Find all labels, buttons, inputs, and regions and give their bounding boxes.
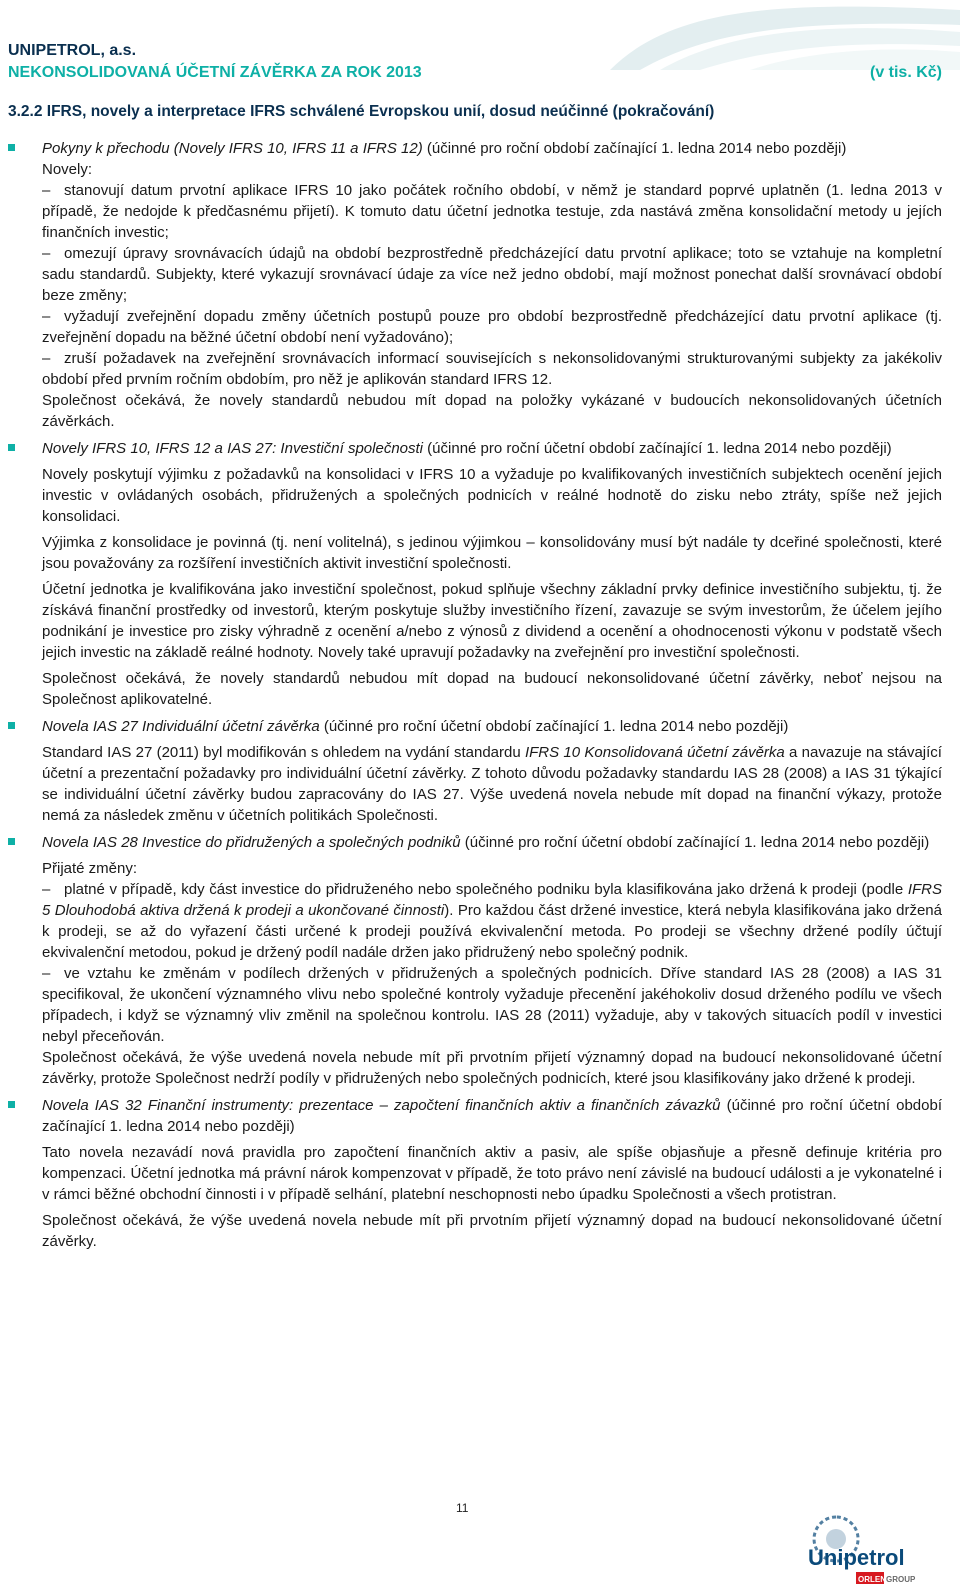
paragraph: Společnost očekává, že novely standardů nebudou mít dopad na položky vykázané v budoucích nekonsolidovaných účetních závěrkách. bbox=[42, 392, 942, 430]
paragraph: Tato novela nezavádí nová pravidla pro započtení finančních aktiv a pasiv, ale spíše objasňuje a přesně definuje kritéria pro kompenzaci. Účetní jednotka má právní nárok kompenzovat v případě, že toto právo není závislé na budoucí události a je vykonatelné i v rámci běžné obchodní činnosti i v případě selhání, platební neschopnosti nebo úpadku Společnosti a všech protistran. bbox=[42, 1144, 942, 1203]
svg-text:ORLEN: ORLEN bbox=[858, 1575, 886, 1584]
item-title: Novela IAS 28 Investice do přidružených a společných podniků (účinné pro roční účetní období začínající 1. ledna 2014 nebo později) bbox=[42, 834, 930, 851]
dash-item: – platné v případě, kdy část investice do přidruženého nebo společného podniku byla klasifikována jako držená k prodeji (podle IFRS 5 Dlouhodobá aktiva držená k prodeji a ukončované činnosti). Pro každou část držené investice, která nebyla klasifikována jako držená k prodeji, se až do vyřazení části určené k prodeji používá ekvivalenční metoda. Po prodeji se všechny držené podíly účtují ekvivalenční metodou, pokud je držený podíl nadále držen jako přidružený nebo společný podnik. bbox=[42, 881, 942, 961]
dash-item: – zruší požadavek na zveřejnění srovnávacích informací souvisejících s nekonsolidovanými strukturovanými subjekty za jakékoliv období před prvním ročním obdobím, pro něž je aplikován standard IFRS 12. bbox=[42, 350, 942, 388]
square-bullet-icon bbox=[8, 444, 15, 451]
list-item bbox=[8, 832, 942, 1089]
list-item bbox=[8, 138, 942, 432]
list-item bbox=[8, 438, 942, 710]
units-label: (v tis. Kč) bbox=[869, 64, 942, 81]
paragraph: Účetní jednotka je kvalifikována jako investiční společnost, pokud splňuje všechny základní prvky definice investičního subjektu, tj. že získává finanční prostředky od investorů, kterým poskytuje služby investičního řízení, zavazuje se svým investorům, že účelem jejího podnikání je investice pro zisky výhradně z ocenění a/nebo z výnosů z dividend a ocenění a ohodnocenosti výkonu v podstatě všech jejich investic na základě reálné hodnoty. Novely také upravují požadavky na zveřejnění pro investiční společnosti. bbox=[42, 581, 942, 661]
section-title: 3.2.2 IFRS, novely a interpretace IFRS schválené Evropskou unií, dosud neúčinné (pokračování) bbox=[8, 103, 715, 120]
square-bullet-icon bbox=[8, 722, 15, 729]
item-title: Pokyny k přechodu (Novely IFRS 10, IFRS 11 a IFRS 12) (účinné pro roční období začínající 1. ledna 2014 nebo později) bbox=[42, 140, 847, 157]
paragraph: Společnost očekává, že výše uvedená novela nebude mít při prvotním přijetí významný dopad na budoucí nekonsolidované účetní závěrky, protože Společnost nedrží podíly v přidružených nebo společných podnicích, které jsou klasifikovány jako držené k prodeji. bbox=[42, 1049, 942, 1087]
svg-text:GROUP: GROUP bbox=[886, 1575, 916, 1584]
dash-item: – vyžadují zveřejnění dopadu změny účetních postupů pouze pro období bezprostředně předcházející datu prvotní aplikace (tj. zveřejnění dopadu na běžné účetní období není vyžadováno); bbox=[42, 308, 942, 346]
square-bullet-icon bbox=[8, 144, 15, 151]
document-body bbox=[8, 138, 942, 1258]
company-name: UNIPETROL, a.s. bbox=[8, 42, 137, 59]
report-subtitle: NEKONSOLIDOVANÁ ÚČETNÍ ZÁVĚRKA ZA ROK 2013 bbox=[8, 64, 422, 81]
paragraph: Výjimka z konsolidace je povinná (tj. není volitelná), s jedinou výjimkou – konsolidovány musí být nadále ty dceřiné společnosti, které jsou považovány za rozšíření investičních aktivit investiční společnosti. bbox=[42, 534, 942, 572]
header-wave-decoration bbox=[600, 0, 960, 70]
paragraph: Společnost očekává, že novely standardů nebudou mít dopad na budoucí nekonsolidované účetní závěrky, neboť nejsou na Společnost aplikovatelné. bbox=[42, 670, 942, 708]
square-bullet-icon bbox=[8, 1101, 15, 1108]
dash-item: – ve vztahu ke změnám v podílech držených v přidružených a společných podnicích. Dříve standard IAS 28 (2008) a IAS 31 specifikoval, že ukončení významného vlivu nebo společné kontroly vyžaduje přecenění jakéhokoliv dosud drženého podílu ve všech případech, i když se významný vliv změnil na společnou kontrolu. IAS 28 (2011) vyžaduje, aby v takových situacích podíl v investici nebyl přeceňován. bbox=[42, 965, 942, 1045]
paragraph: Společnost očekává, že výše uvedená novela nebude mít při prvotním přijetí významný dopad na budoucí nekonsolidované účetní závěrky. bbox=[42, 1212, 942, 1250]
paragraph: Standard IAS 27 (2011) byl modifikován s ohledem na vydání standardu IFRS 10 Konsolidovaná účetní závěrka a navazuje na stávající účetní a prezentační požadavky pro individuální účetní závěrky. Z tohoto důvodu požadavky standardu IAS 28 (2008) a IAS 31 týkající se individuální účetní závěrky budou zapracovány do IAS 27. Výše uvedená novela nebude mít dopad na finanční výkazy, protože nemá za následek změnu v účetních politikách Společnosti. bbox=[42, 744, 942, 824]
square-bullet-icon bbox=[8, 838, 15, 845]
item-title: Novela IAS 27 Individuální účetní závěrka (účinné pro roční účetní období začínající 1. ledna 2014 nebo později) bbox=[42, 718, 789, 735]
paragraph: Novely poskytují výjimku z požadavků na konsolidaci v IFRS 10 a vyžaduje po kvalifikovaných investičních subjektech ocenění jejich investic v ovládaných osobách, přidružených a společných podnicích v reálné hodnotě do zisku nebo ztráty, spíše než jejich konsolidaci. bbox=[42, 466, 942, 525]
item-label: Novely: bbox=[42, 161, 93, 178]
list-item bbox=[8, 1095, 942, 1252]
item-title: Novely IFRS 10, IFRS 12 a IAS 27: Investiční společnosti (účinné pro roční účetní období začínající 1. ledna 2014 nebo později) bbox=[42, 440, 892, 457]
page-number: 11 bbox=[456, 1501, 469, 1515]
dash-item: – omezují úpravy srovnávacích údajů na období bezprostředně předcházející datu prvotní aplikace; toto se vztahuje na kompletní sadu standardů. Subjekty, které vykazují srovnávací údaje za více než jedno období, mají možnost ponechat další srovnávací období beze změny; bbox=[42, 245, 942, 304]
unipetrol-logo bbox=[796, 1513, 946, 1589]
list-item bbox=[8, 716, 942, 826]
dash-item: – stanovují datum prvotní aplikace IFRS 10 jako počátek ročního období, v němž je standard poprvé uplatněn (1. ledna 2013 v případě, že nedojde k předčasnému přijetí). K tomuto datu účetní jednotka testuje, zda nastává změna konsolidační metody u jejích finančních investic; bbox=[42, 182, 942, 241]
item-label: Přijaté změny: bbox=[42, 860, 138, 877]
item-title: Novela IAS 32 Finanční instrumenty: prezentace – započtení finančních aktiv a finančních závazků (účinné pro roční účetní období začínající 1. ledna 2014 nebo později) bbox=[42, 1097, 942, 1135]
svg-text:Unipetrol: Unipetrol bbox=[808, 1545, 905, 1570]
